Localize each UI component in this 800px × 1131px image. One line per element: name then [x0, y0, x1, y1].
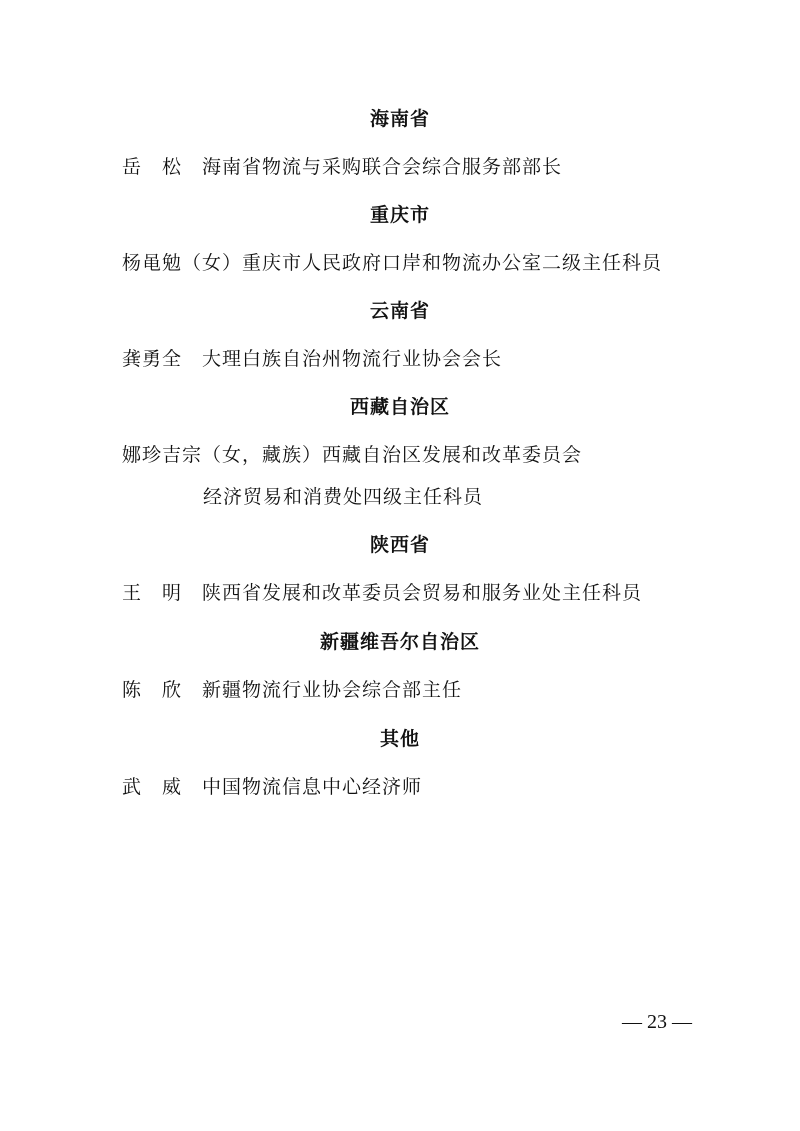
person-title: 西藏自治区发展和改革委员会: [322, 444, 583, 466]
list-item: [122, 775, 422, 799]
person-name: 王 明: [122, 582, 183, 604]
list-item: [122, 155, 562, 179]
section-heading-xinjiang: 新疆维吾尔自治区: [319, 631, 480, 653]
person-title: 陕西省发展和改革委员会贸易和服务业处主任科员: [202, 582, 643, 604]
person-title: 海南省物流与采购联合会综合服务部部长: [202, 156, 563, 178]
person-name: 杨黾勉（女）: [122, 252, 243, 274]
list-item: [122, 581, 642, 605]
person-name: 龚勇全: [122, 348, 183, 370]
person-title: 中国物流信息中心经济师: [202, 776, 423, 798]
person-name: 娜珍吉宗（女，藏族）: [122, 444, 323, 466]
list-item: [122, 251, 662, 275]
person-title: 重庆市人民政府口岸和物流办公室二级主任科员: [242, 252, 663, 274]
person-title-continued: 经济贸易和消费处四级主任科员: [203, 486, 484, 508]
section-heading-shaanxi: 陕西省: [369, 534, 430, 556]
list-item: [122, 678, 462, 702]
person-title: 大理白族自治州物流行业协会会长: [202, 348, 503, 370]
person-name: 陈 欣: [122, 679, 183, 701]
section-heading-chongqing: 重庆市: [369, 204, 430, 226]
section-heading-yunnan: 云南省: [369, 300, 430, 322]
page-number: — 23 —: [622, 1011, 692, 1033]
list-item: [122, 347, 502, 371]
section-heading-hainan: 海南省: [369, 108, 430, 130]
person-title: 新疆物流行业协会综合部主任: [202, 679, 463, 701]
section-heading-other: 其他: [379, 728, 420, 750]
person-name: 岳 松: [122, 156, 183, 178]
section-heading-xizang: 西藏自治区: [349, 396, 450, 418]
list-item: [122, 443, 582, 467]
person-name: 武 威: [122, 776, 183, 798]
